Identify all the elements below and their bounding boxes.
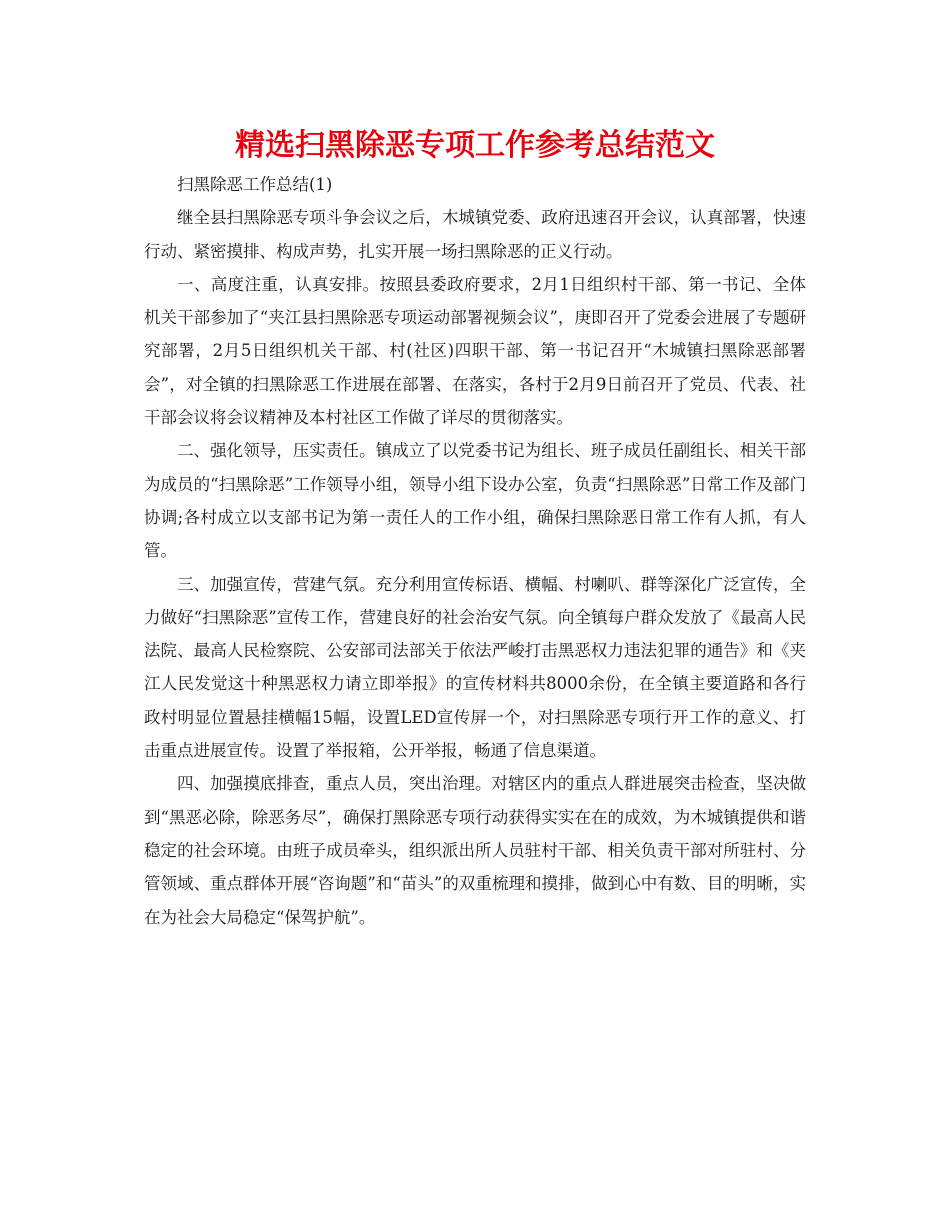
document-title: 精选扫黑除恶专项工作参考总结范文 xyxy=(235,128,715,163)
document-body xyxy=(144,168,806,934)
section-subtitle: 扫黑除恶工作总结(1) xyxy=(177,175,333,194)
paragraph-one: 一、高度注重，认真安排。按照县委政府要求，2月1日组织村干部、第一书记、全体机关干部参加了“夹江县扫黑除恶专项运动部署视频会议”，庚即召开了党委会进展了专题研究部署，2月5日组织机关干部、村(社区)四职干部、第一书记召开“木城镇扫黑除恶部署会”，对全镇的扫黑除恶工作进展在部署、在落实，各村于2月9日前召开了党员、代表、社干部会议将会议精神及本村社区工作做了详尽的贯彻落实。 xyxy=(144,274,806,428)
paragraph-three: 三、加强宣传，营建气氛。充分利用宣传标语、横幅、村喇叭、群等深化广泛宣传，全力做好“扫黑除恶”宣传工作，营建良好的社会治安气氛。向全镇每户群众发放了《最高人民法院、最高人民检察院、公安部司法部关于依法严峻打击黑恶权力违法犯罪的通告》和《夹江人民发觉这十种黑恶权力请立即举报》的宣传材料共8000余份，在全镇主要道路和各行政村明显位置悬挂横幅15幅，设置LED宣传屏一个，对扫黑除恶专项行开工作的意义、打击重点进展宣传。设置了举报箱，公开举报，畅通了信息渠道。 xyxy=(144,574,806,761)
paragraph-intro: 继全县扫黑除恶专项斗争会议之后，木城镇党委、政府迅速召开会议，认真部署，快速行动、紧密摸排、构成声势，扎实开展一场扫黑除恶的正义行动。 xyxy=(144,208,806,261)
paragraph-four: 四、加强摸底排查，重点人员，突出治理。对辖区内的重点人群进展突击检查，坚决做到“黑恶必除，除恶务尽”，确保打黑除恶专项行动获得实实在在的成效，为木城镇提供和谐稳定的社会环境。由班子成员牵头，组织派出所人员驻村干部、相关负责干部对所驻村、分管领域、重点群体开展“咨询题”和“苗头”的双重梳理和摸排，做到心中有数、目的明晰，实在为社会大局稳定“保驾护航”。 xyxy=(144,774,806,927)
paragraph-two: 二、强化领导，压实责任。镇成立了以党委书记为组长、班子成员任副组长、相关干部为成员的“扫黑除恶”工作领导小组，领导小组下设办公室，负责“扫黑除恶”日常工作及部门协调;各村成立以支部书记为第一责任人的工作小组，确保扫黑除恶日常工作有人抓，有人管。 xyxy=(144,441,806,561)
